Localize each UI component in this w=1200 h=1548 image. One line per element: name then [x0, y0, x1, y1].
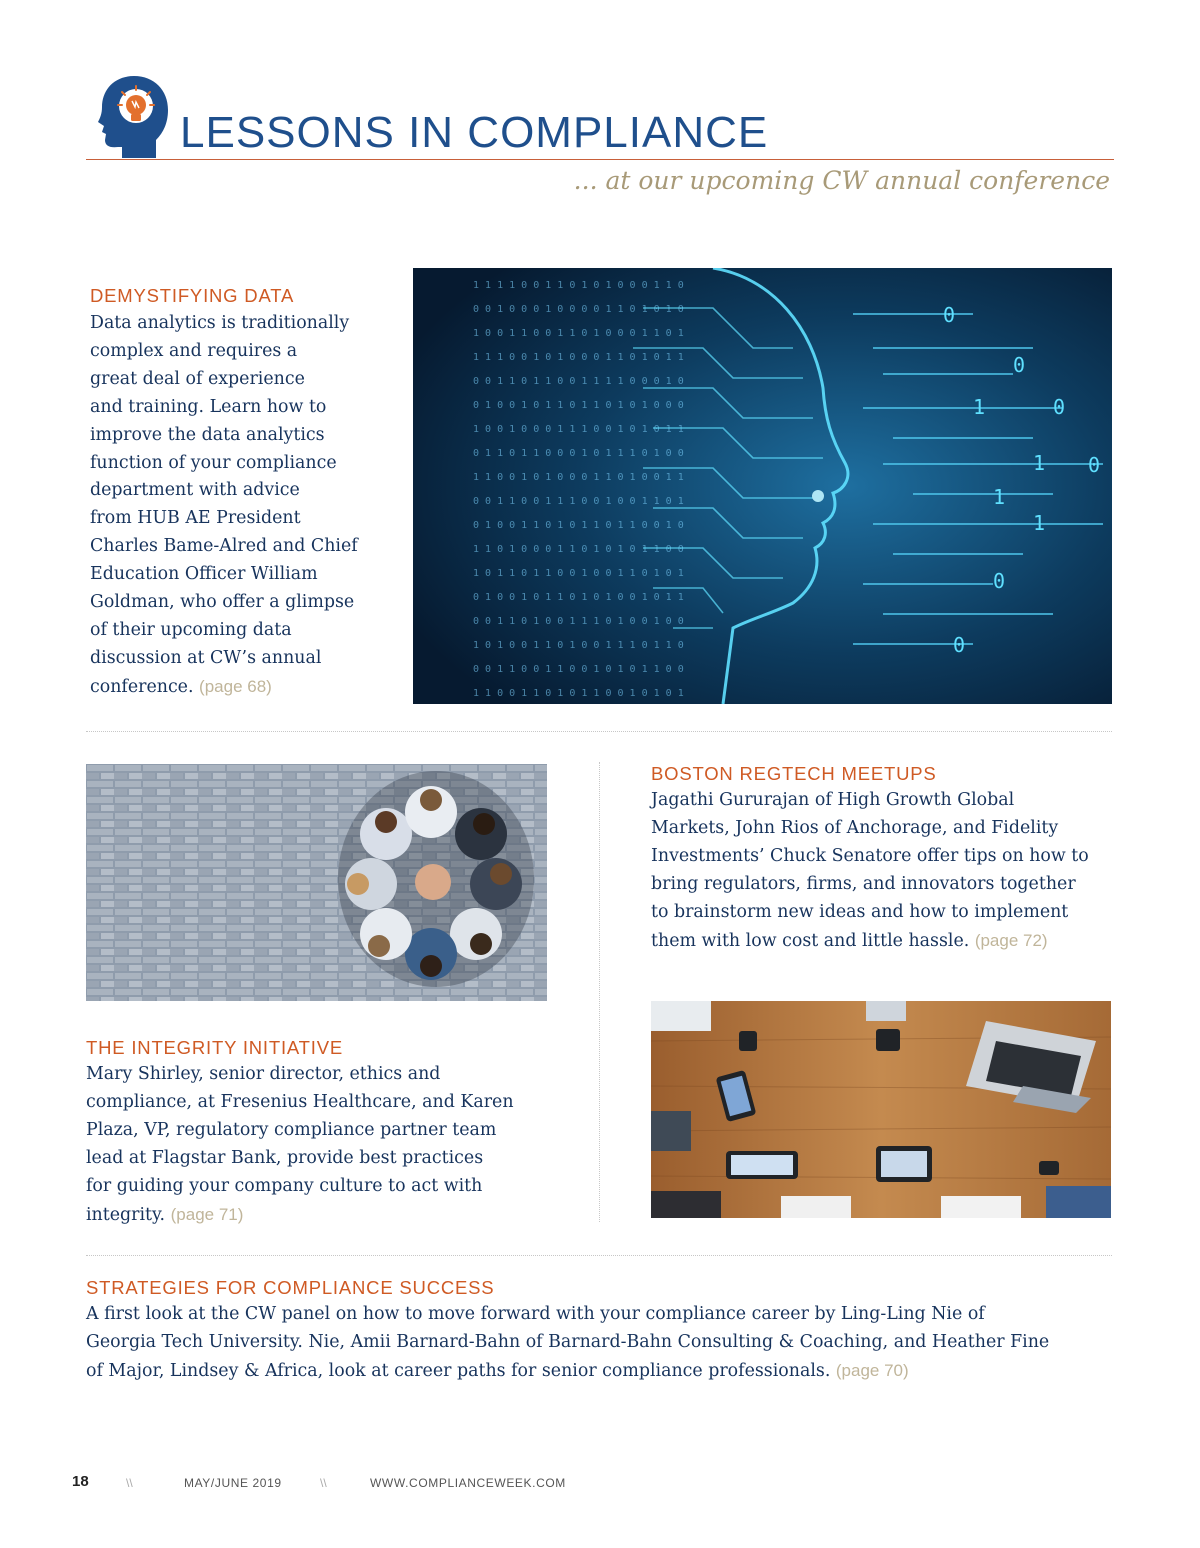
- svg-text:0: 0: [1013, 353, 1026, 377]
- svg-text:1 1 0 0 1 0 1 0 0 0 1 1 0 1 0: 1 1 0 0 1 0 1 0 0 0 1 1 0 1 0 0 1 1: [473, 472, 684, 483]
- footer-separator: \\: [126, 1476, 133, 1490]
- svg-text:0 1 0 0 1 1 0 1 0 1 1 0 1 1 0: 0 1 0 0 1 1 0 1 0 1 1 0 1 1 0 0 1 0: [473, 520, 684, 531]
- footer-issue: MAY/JUNE 2019: [184, 1476, 282, 1490]
- svg-text:1 1 1 0 0 1 0 1 0 0 0 1 1 0 1: 1 1 1 0 0 1 0 1 0 0 0 1 1 0 1 0 1 1: [473, 352, 684, 363]
- page-reference[interactable]: (page 72): [974, 930, 1048, 950]
- ai-circuit-face-photo: [413, 268, 1112, 704]
- svg-text:1 0 0 1 0 0 0 1 1 1 0 0 1 0 1: 1 0 0 1 0 0 0 1 1 1 0 0 1 0 1 0 1 1: [473, 424, 684, 435]
- page-reference[interactable]: (page 68): [199, 676, 272, 696]
- svg-text:0: 0: [1088, 453, 1101, 477]
- page-title: LESSONS IN COMPLIANCE: [180, 108, 769, 157]
- page-reference[interactable]: (page 71): [170, 1204, 244, 1224]
- svg-text:1 1 1 1 0 0 1 1 0 1 0 1 0 0 0: 1 1 1 1 0 0 1 1 0 1 0 1 0 0 0 1 1 0: [473, 280, 684, 291]
- svg-text:0: 0: [1053, 395, 1066, 419]
- section-divider-2: [86, 1255, 1112, 1256]
- svg-text:0 0 1 1 0 1 0 0 1 1 1 0 1 0 0: 0 0 1 1 0 1 0 0 1 1 1 0 1 0 0 1 0 0: [473, 616, 684, 627]
- svg-text:1 1 0 1 0 0 0 1 1 0 1 0 1 0 1: 1 1 0 1 0 0 0 1 1 0 1 0 1 0 1 1 0 0: [473, 544, 684, 555]
- section-heading-data: DEMYSTIFYING DATA: [90, 285, 295, 306]
- column-divider: [599, 762, 600, 1222]
- svg-text:0 0 1 0 0 0 1 0 0 0 0 1 1 0 1: 0 0 1 0 0 0 1 0 0 0 0 1 1 0 1 0 1 0: [473, 304, 684, 315]
- svg-text:0: 0: [943, 303, 956, 327]
- svg-text:0: 0: [993, 569, 1006, 593]
- svg-text:0: 0: [953, 633, 966, 657]
- svg-text:0 1 0 0 1 0 1 1 0 1 1 0 1 0 1: 0 1 0 0 1 0 1 1 0 1 1 0 1 0 1 0 0 0: [473, 400, 684, 411]
- page-subtitle: ... at our upcoming CW annual conference: [573, 166, 1110, 195]
- section-heading-boston: BOSTON REGTECH MEETUPS: [651, 763, 937, 784]
- svg-text:0 0 1 1 0 0 1 1 0 0 1 0 1 0 1: 0 0 1 1 0 0 1 1 0 0 1 0 1 0 1 1 0 0: [473, 664, 684, 675]
- svg-text:1: 1: [993, 485, 1006, 509]
- svg-text:1: 1: [973, 395, 986, 419]
- section-body-strategies: A first look at the CW panel on how to move forward with your compliance career by Ling-Ling Nie of Georgia Tech University. Nie, Amii Barnard-Bahn of Barnard-Bahn Consulting & Coaching, and Heather Fine of Major, Lindsey & Africa, look at career paths for senior compliance professionals. (page 70): [86, 1304, 1050, 1381]
- svg-text:0 0 1 1 0 0 1 1 1 0 0 1 0 0 1: 0 0 1 1 0 0 1 1 1 0 0 1 0 0 1 1 0 1: [473, 496, 684, 507]
- team-huddle-photo: [86, 764, 547, 1001]
- svg-text:1 0 0 1 1 0 0 1 1 0 1 0 0 0 1: 1 0 0 1 1 0 0 1 1 0 1 0 0 0 1 1 0 1: [473, 328, 684, 339]
- section-body-integrity: Mary Shirley, senior director, ethics and compliance, at Fresenius Healthcare, and Karen Plaza, VP, regulatory compliance partner team lead at Flagstar Bank, provide best practices for guiding your company culture to act with integrity. (page 71): [86, 1064, 514, 1225]
- svg-text:0 1 0 0 1 0 1 1 0 1 0 1 0 0 1: 0 1 0 0 1 0 1 1 0 1 0 1 0 0 1 0 1 1: [473, 592, 684, 603]
- svg-text:1 1 0 0 1 1 0 1 0 1 1 0 0 1 0: 1 1 0 0 1 1 0 1 0 1 1 0 0 1 0 1 0 1: [473, 688, 684, 699]
- svg-text:1: 1: [1033, 451, 1046, 475]
- title-divider: [86, 159, 1114, 160]
- svg-text:1: 1: [1033, 511, 1046, 535]
- svg-text:0 0 1 1 0 1 1 0 0 1 1 1 1 0 0: 0 0 1 1 0 1 1 0 0 1 1 1 1 0 0 0 1 0: [473, 376, 684, 387]
- footer-separator: \\: [320, 1476, 327, 1490]
- page-reference[interactable]: (page 70): [835, 1360, 909, 1380]
- section-divider-1: [86, 731, 1112, 732]
- team-devices-table-photo: [651, 1001, 1111, 1218]
- section-body-data: Data analytics is traditionally complex and requires a great deal of experience and training. Learn how to improve the data analytics function of your compliance department with advice from HUB AE President Charles Bame-Alred and Chief Education Officer William Goldman, who offer a glimpse of their upcoming data discussion at CW’s annual conference. (page 68): [90, 313, 358, 697]
- section-heading-strategies: STRATEGIES FOR COMPLIANCE SUCCESS: [86, 1277, 495, 1298]
- head-lightbulb-icon: [98, 74, 168, 158]
- footer-website[interactable]: WWW.COMPLIANCEWEEK.COM: [370, 1476, 566, 1490]
- svg-text:1 0 1 0 0 1 1 0 1 0 0 1 1 1 0: 1 0 1 0 0 1 1 0 1 0 0 1 1 1 0 1 1 0: [473, 640, 684, 651]
- section-heading-integrity: THE INTEGRITY INITIATIVE: [86, 1037, 343, 1058]
- section-body-boston: Jagathi Gururajan of High Growth Global Markets, John Rios of Anchorage, and Fidelity Investments’ Chuck Senatore offer tips on how to bring regulators, firms, and innovators together to brainstorm new ideas and how to implement them with low cost and little hassle. (page 72): [651, 790, 1089, 951]
- svg-text:1 0 1 1 0 1 1 0 0 1 0 0 1 1 0: 1 0 1 1 0 1 1 0 0 1 0 0 1 1 0 1 0 1: [473, 568, 684, 579]
- page-number: 18: [72, 1473, 89, 1490]
- svg-text:0 1 1 0 1 1 0 0 0 1 0 1 1 1 0: 0 1 1 0 1 1 0 0 0 1 0 1 1 1 0 1 0 0: [473, 448, 684, 459]
